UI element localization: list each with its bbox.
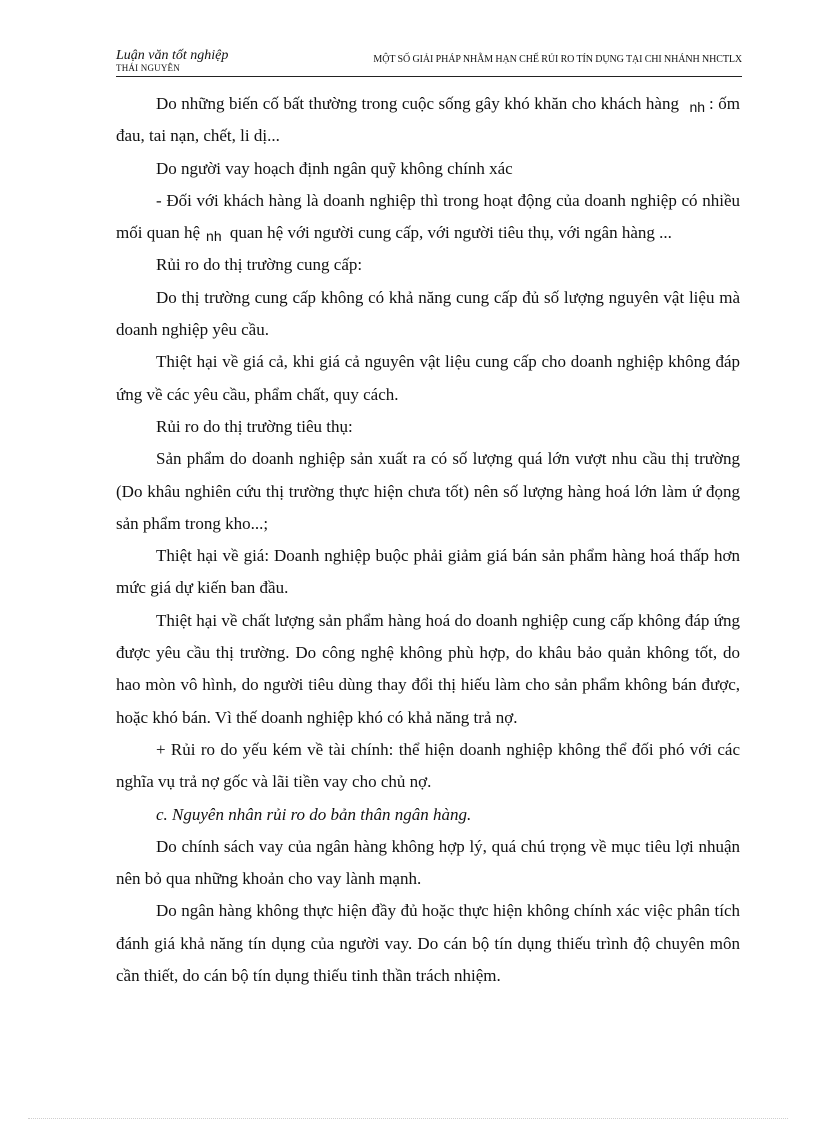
paragraph-5: Do thị trường cung cấp không có khả năng cung cấp đủ số lượng nguyên vật liệu mà doanh nghiệp yêu cầu.	[116, 287, 740, 340]
paragraph-13: Do chính sách vay của ngân hàng không hợp lý, quá chú trọng về mục tiêu lợi nhuận nên bỏ qua những khoản cho vay lành mạnh.	[116, 836, 740, 889]
paragraph-3-text: - Đối với khách hàng là doanh nghiệp thì trong hoạt động của doanh nghiệp có nhiều mối quan hệ	[116, 190, 740, 243]
university-label: THÁI NGUYÊN	[116, 63, 180, 73]
header-left	[116, 48, 228, 73]
paragraph-1-text-end: : ốm đau, tai nạn, chết, li dị...	[116, 94, 740, 146]
document-body	[116, 88, 740, 992]
paragraph-9: Thiệt hại về giá: Doanh nghiệp buộc phải giảm giá bán sản phẩm hàng hoá thấp hơn mức giá dự kiến ban đầu.	[116, 546, 740, 598]
section-heading: c. Nguyên nhân rủi ro do bản thân ngân hàng.	[156, 804, 472, 824]
paragraph-2: Do người vay hoạch định ngân quỹ không chính xác	[156, 158, 513, 178]
paragraph-3-text-end: quan hệ với người cung cấp, với người tiêu thụ, với ngân hàng ...	[229, 223, 672, 243]
thesis-label: Luận văn tốt nghiệp	[116, 48, 229, 63]
paragraph-11: + Rủi ro do yếu kém về tài chính: thể hiện doanh nghiệp không thể đối phó với các nghĩa vụ trả nợ gốc và lãi tiền vay cho chủ nợ.	[116, 739, 740, 792]
paragraph-3	[116, 185, 740, 250]
page-bottom-divider	[28, 1118, 788, 1119]
paragraph-6: Thiệt hại về giá cả, khi giá cả nguyên vật liệu cung cấp cho doanh nghiệp không đáp ứng về các yêu cầu, phẩm chất, quy cách.	[116, 352, 740, 404]
paragraph-1-text: Do những biến cố bất thường trong cuộc sống gây khó khăn cho khách hàng	[156, 94, 679, 113]
paragraph-7: Rủi ro do thị trường tiêu thụ:	[156, 416, 353, 436]
inline-nh-mark: nh	[689, 99, 706, 115]
paragraph-14: Do ngân hàng không thực hiện đầy đủ hoặc thực hiện không chính xác việc phân tích đánh giá khả năng tín dụng của người vay. Do cán bộ tín dụng thiếu trình độ chuyên môn cần thiết, do cán bộ tín dụng thiếu tinh thần trách nhiệm.	[116, 901, 740, 986]
paragraph-10: Thiệt hại về chất lượng sản phẩm hàng hoá do doanh nghiệp cung cấp không đáp ứng được yêu cầu thị trường. Do công nghệ không phù hợp, do khâu bảo quản không tốt, do hao mòn vô hình, do người tiêu dùng thay đổi thị hiếu làm cho sản phẩm không bán được, hoặc khó bán. Vì thế doanh nghiệp khó có khả năng trả nợ.	[116, 610, 740, 727]
inline-nh-mark: nh	[206, 228, 222, 245]
paragraph-4: Rủi ro do thị trường cung cấp:	[156, 255, 363, 275]
paragraph-1	[116, 88, 740, 153]
page-header	[116, 48, 742, 77]
document-title: MỘT SỐ GIẢI PHÁP NHẰM HẠN CHẾ RỦI RO TÍN DỤNG TẠI CHI NHÁNH NHCTLX	[373, 54, 742, 65]
paragraph-8: Sản phẩm do doanh nghiệp sản xuất ra có số lượng quá lớn vượt nhu cầu thị trường (Do khâu nghiên cứu thị trường thực hiện chưa tốt) nên số lượng hàng hoá lớn làm ứ đọng sản phẩm trong kho...;	[116, 449, 740, 533]
